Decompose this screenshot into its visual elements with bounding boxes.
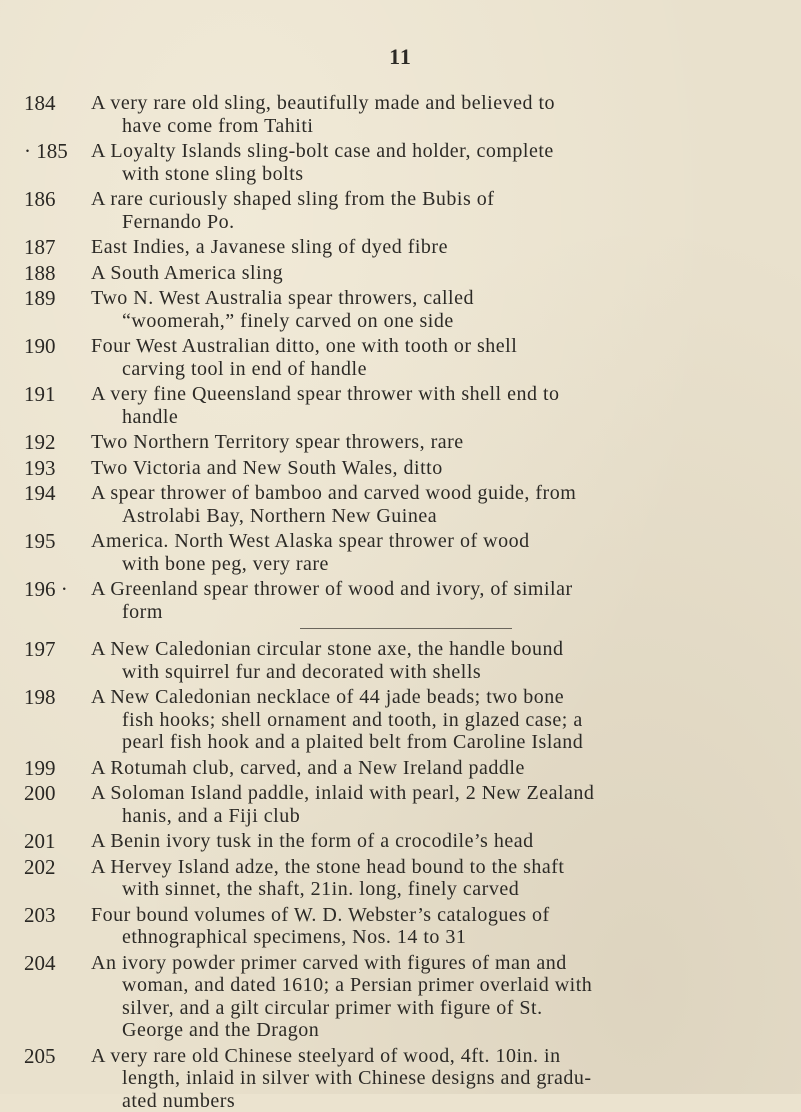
lot-description-line: woman, and dated 1610; a Persian primer overlaid with: [91, 974, 791, 997]
lot-description-line: Two Northern Territory spear throwers, rare: [91, 431, 791, 454]
lot-number: 196 ·: [24, 578, 84, 601]
lot-description-line: A New Caledonian circular stone axe, the handle bound: [91, 638, 791, 661]
lot-description: [91, 686, 791, 754]
lot-description: [91, 431, 791, 454]
lot-number: 197: [24, 638, 84, 661]
lot-description-line: A Loyalty Islands sling-bolt case and holder, complete: [91, 140, 791, 163]
lot-number: 204: [24, 952, 84, 975]
lot-number: 191: [24, 383, 84, 406]
lot-description: [91, 262, 791, 285]
lot-description-line: A very fine Queensland spear thrower with shell end to: [91, 383, 791, 406]
lot-description-line: A Hervey Island adze, the stone head bound to the shaft: [91, 856, 791, 879]
lot-description: [91, 782, 791, 827]
lot-description: [91, 188, 791, 233]
lot-description: [91, 856, 791, 901]
lot-description: [91, 530, 791, 575]
lot-number: 188: [24, 262, 84, 285]
lot-description-line: A Benin ivory tusk in the form of a crocodile’s head: [91, 830, 791, 853]
lot-number: 201: [24, 830, 84, 853]
lot-description-line: An ivory powder primer carved with figures of man and: [91, 952, 791, 975]
lot-number: 186: [24, 188, 84, 211]
lot-description: [91, 482, 791, 527]
lot-description-line: carving tool in end of handle: [91, 358, 791, 381]
lot-description-line: ated numbers: [91, 1090, 791, 1112]
lot-number: 205: [24, 1045, 84, 1068]
lot-description-line: A Soloman Island paddle, inlaid with pearl, 2 New Zealand: [91, 782, 791, 805]
lot-description-line: East Indies, a Javanese sling of dyed fibre: [91, 236, 791, 259]
lot-number: 202: [24, 856, 84, 879]
lot-description-line: have come from Tahiti: [91, 115, 791, 138]
lot-description-line: “woomerah,” finely carved on one side: [91, 310, 791, 333]
lot-description: [91, 236, 791, 259]
lot-number: 199: [24, 757, 84, 780]
lot-description-line: form: [91, 601, 791, 624]
lot-description: [91, 757, 791, 780]
lot-description-line: with stone sling bolts: [91, 163, 791, 186]
lot-description-line: A rare curiously shaped sling from the Bubis of: [91, 188, 791, 211]
lot-description-line: A South America sling: [91, 262, 791, 285]
lot-number: 193: [24, 457, 84, 480]
lot-description-line: Four West Australian ditto, one with tooth or shell: [91, 335, 791, 358]
lot-description-line: A very rare old Chinese steelyard of wood, 4ft. 10in. in: [91, 1045, 791, 1068]
lot-description-line: fish hooks; shell ornament and tooth, in glazed case; a: [91, 709, 791, 732]
lot-description-line: A spear thrower of bamboo and carved wood guide, from: [91, 482, 791, 505]
lot-description-line: pearl fish hook and a plaited belt from Caroline Island: [91, 731, 791, 754]
lot-number: 195: [24, 530, 84, 553]
lot-description: [91, 335, 791, 380]
lot-description-line: ethnographical specimens, Nos. 14 to 31: [91, 926, 791, 949]
lot-number: 200: [24, 782, 84, 805]
lot-number: 187: [24, 236, 84, 259]
lot-description: [91, 383, 791, 428]
lot-description-line: America. North West Alaska spear thrower of wood: [91, 530, 791, 553]
lot-description: [91, 952, 791, 1042]
lot-description-line: handle: [91, 406, 791, 429]
lot-number: · 185: [24, 140, 84, 163]
lot-description: [91, 92, 791, 137]
lot-description-line: A very rare old sling, beautifully made and believed to: [91, 92, 791, 115]
lot-description-line: length, inlaid in silver with Chinese designs and gradu-: [91, 1067, 791, 1090]
lot-description: [91, 457, 791, 480]
lot-description-line: George and the Dragon: [91, 1019, 791, 1042]
lot-number: 198: [24, 686, 84, 709]
lot-description: [91, 287, 791, 332]
lot-description-line: Astrolabi Bay, Northern New Guinea: [91, 505, 791, 528]
lot-description-line: Four bound volumes of W. D. Webster’s catalogues of: [91, 904, 791, 927]
lot-number: 190: [24, 335, 84, 358]
lot-number: 189: [24, 287, 84, 310]
lot-description: [91, 904, 791, 949]
lot-description: [91, 578, 791, 623]
lot-description: [91, 140, 791, 185]
lot-description-line: A Greenland spear thrower of wood and ivory, of similar: [91, 578, 791, 601]
lot-description-line: Two Victoria and New South Wales, ditto: [91, 457, 791, 480]
lot-description: [91, 638, 791, 683]
lot-description-line: A Rotumah club, carved, and a New Ireland paddle: [91, 757, 791, 780]
section-divider: [300, 628, 512, 629]
lot-description-line: with squirrel fur and decorated with shells: [91, 661, 791, 684]
lot-description-line: Two N. West Australia spear throwers, called: [91, 287, 791, 310]
lot-description-line: A New Caledonian necklace of 44 jade beads; two bone: [91, 686, 791, 709]
lot-description-line: with bone peg, very rare: [91, 553, 791, 576]
lot-description: [91, 1045, 791, 1112]
lot-number: 192: [24, 431, 84, 454]
lot-description-line: hanis, and a Fiji club: [91, 805, 791, 828]
lot-description-line: Fernando Po.: [91, 211, 791, 234]
lot-number: 184: [24, 92, 84, 115]
lot-number: 203: [24, 904, 84, 927]
page-number: 11: [0, 44, 801, 70]
lot-description: [91, 830, 791, 853]
lot-description-line: with sinnet, the shaft, 21in. long, finely carved: [91, 878, 791, 901]
lot-description-line: silver, and a gilt circular primer with figure of St.: [91, 997, 791, 1020]
lot-number: 194: [24, 482, 84, 505]
